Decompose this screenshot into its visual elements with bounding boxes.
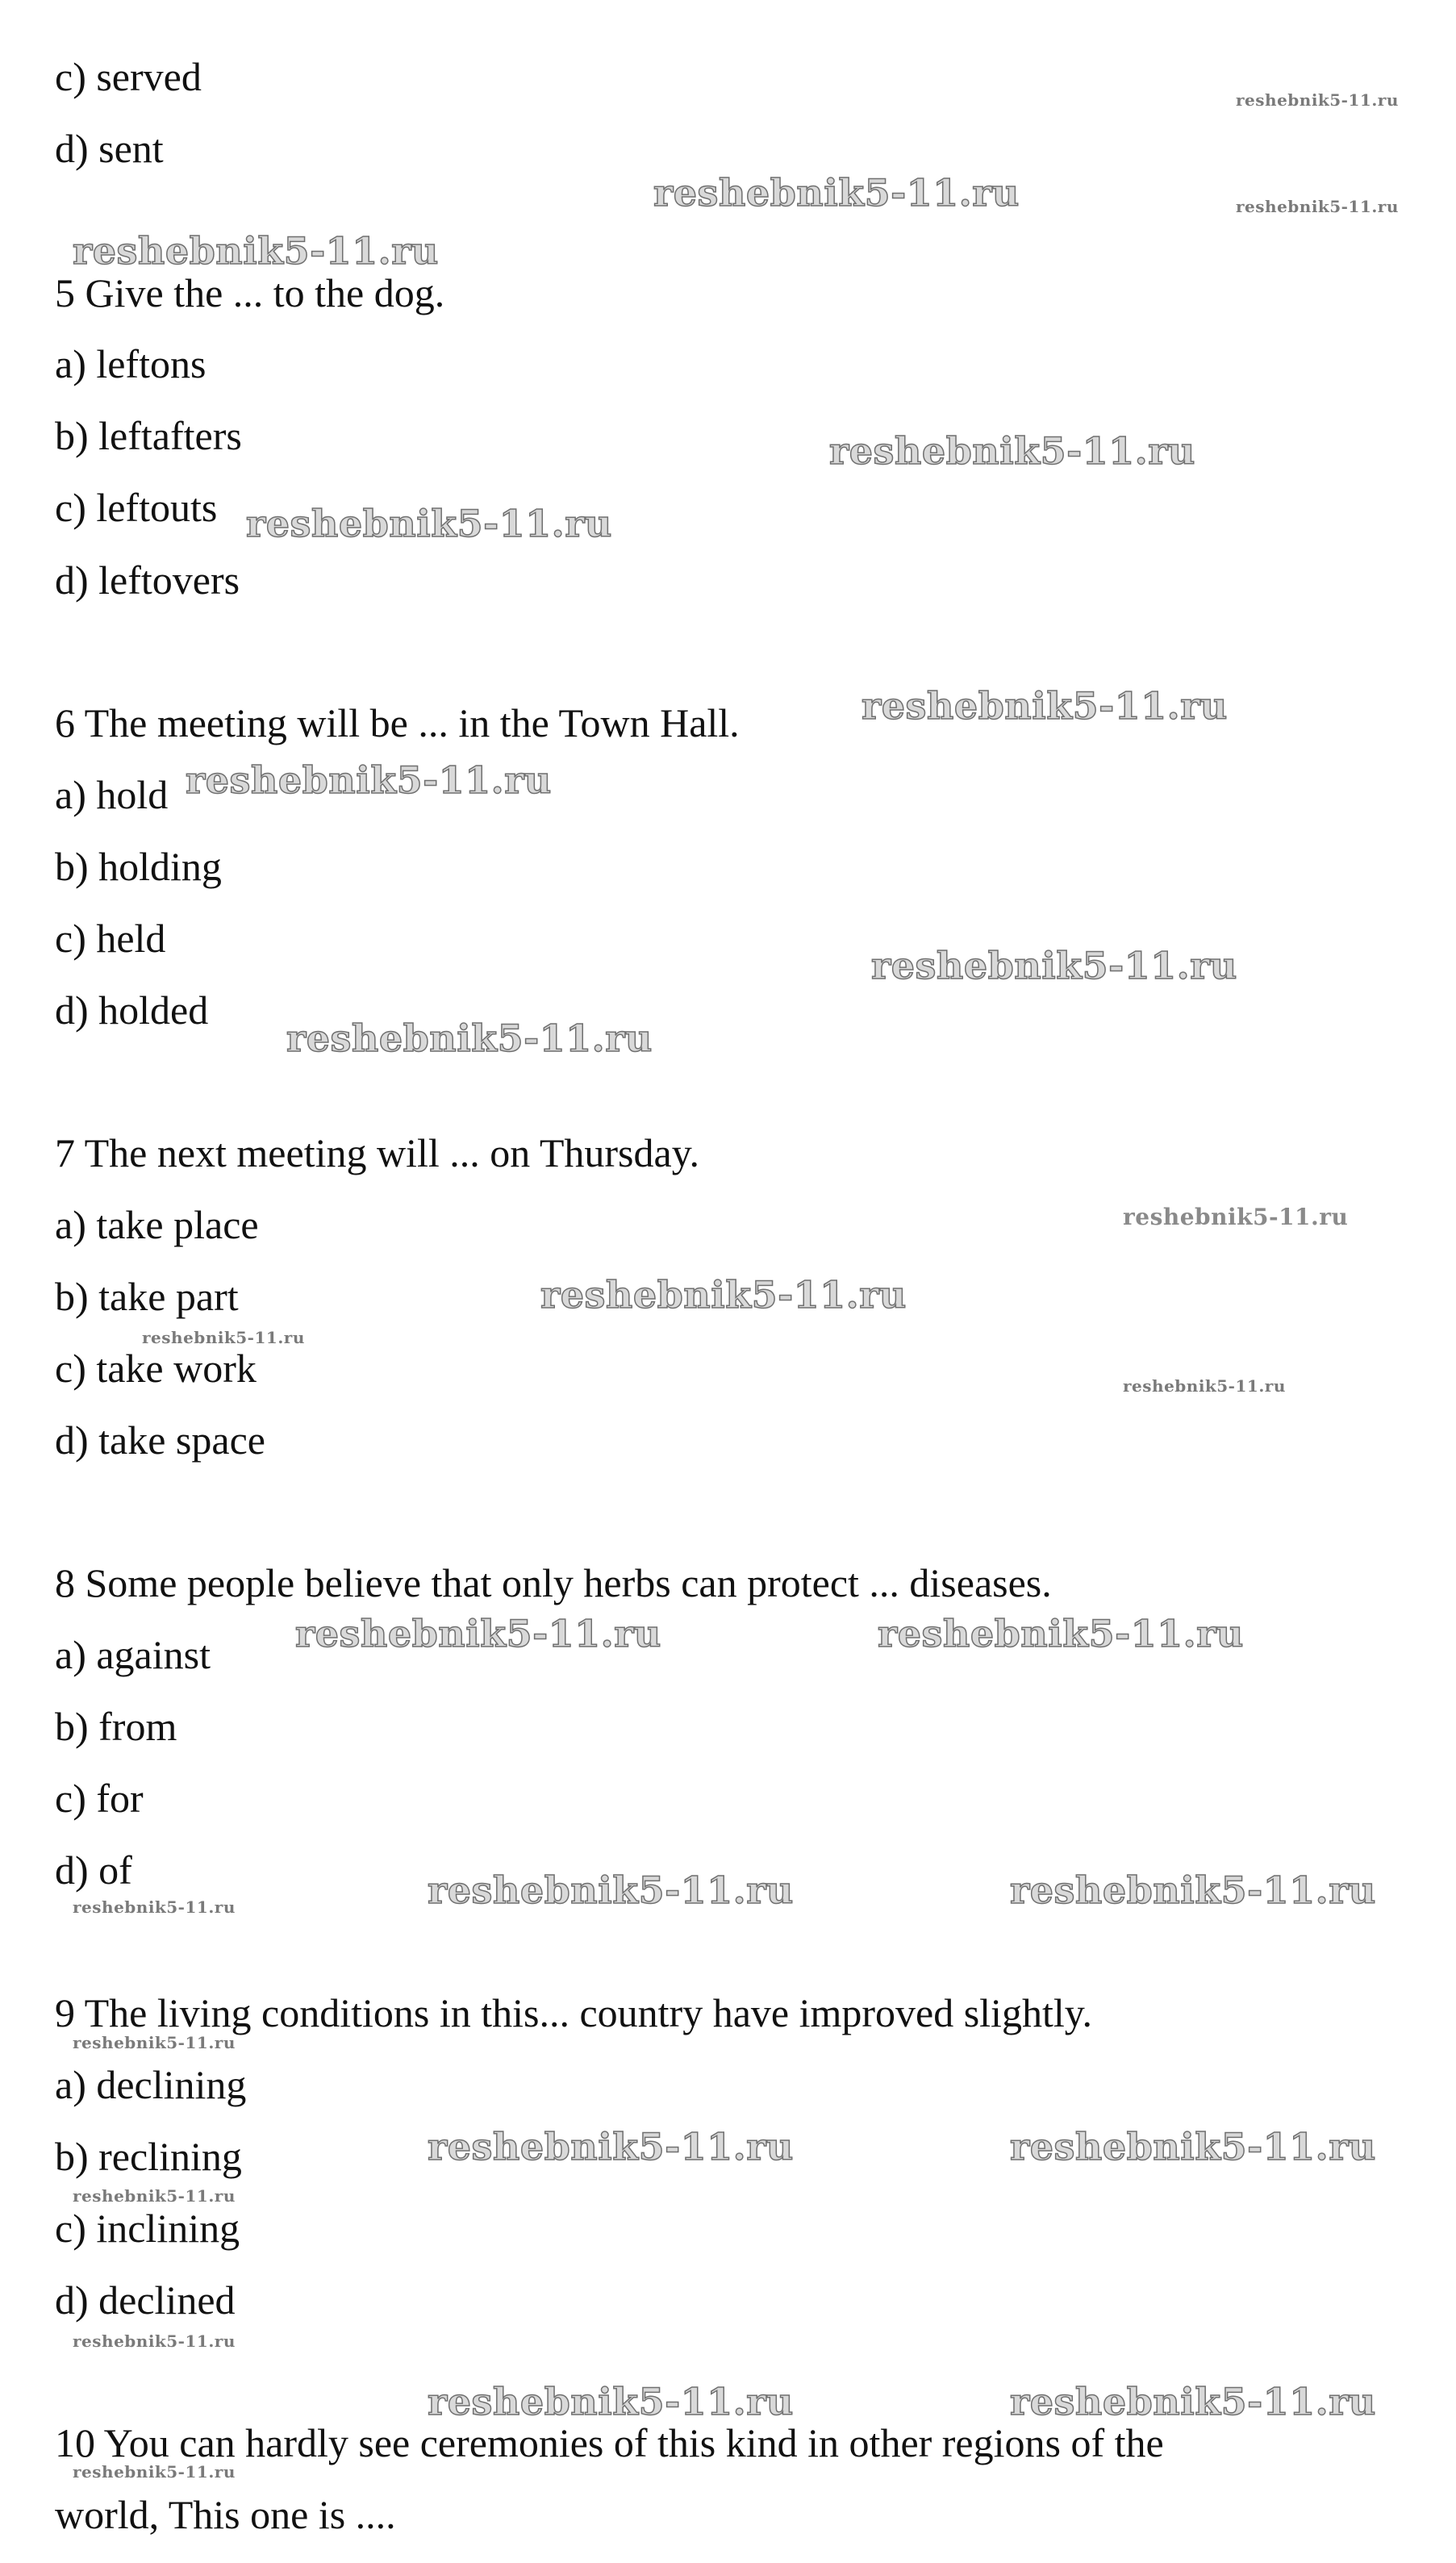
- watermark: reshebnik5-11.ru: [878, 1612, 1244, 1655]
- question-text: 9 The living conditions in this... country have improved slightly.: [55, 1990, 1092, 2035]
- watermark: reshebnik5-11.ru: [1123, 1204, 1349, 1230]
- question-text: 5 Give the ... to the dog.: [55, 270, 445, 315]
- watermark: reshebnik5-11.ru: [73, 2462, 236, 2482]
- watermark: reshebnik5-11.ru: [428, 2125, 794, 2169]
- watermark: reshebnik5-11.ru: [1236, 197, 1399, 216]
- option-text: a) leftons: [55, 341, 207, 386]
- watermark: reshebnik5-11.ru: [428, 1868, 794, 1912]
- watermark: reshebnik5-11.ru: [428, 2380, 794, 2423]
- watermark: reshebnik5-11.ru: [73, 2186, 236, 2206]
- question-text: world, This one is ....: [55, 2492, 396, 2537]
- watermark: reshebnik5-11.ru: [73, 2331, 236, 2351]
- option-text: d) of: [55, 1847, 132, 1893]
- watermark: reshebnik5-11.ru: [246, 502, 612, 545]
- option-text: b) holding: [55, 844, 222, 889]
- watermark: reshebnik5-11.ru: [862, 684, 1228, 728]
- option-text: c) inclining: [55, 2206, 240, 2251]
- option-text: d) take space: [55, 1417, 265, 1463]
- option-text: c) for: [55, 1776, 144, 1821]
- watermark: reshebnik5-11.ru: [540, 1273, 907, 1317]
- option-text: a) declining: [55, 2062, 247, 2107]
- watermark: reshebnik5-11.ru: [73, 1897, 236, 1917]
- option-text: d) declined: [55, 2277, 236, 2323]
- option-text: c) leftouts: [55, 485, 218, 530]
- question-text: 6 The meeting will be ... in the Town Hall.: [55, 700, 740, 745]
- watermark: reshebnik5-11.ru: [1123, 1376, 1286, 1396]
- watermark: reshebnik5-11.ru: [73, 229, 439, 273]
- watermark: reshebnik5-11.ru: [186, 758, 552, 802]
- option-text: a) against: [55, 1632, 211, 1677]
- watermark: reshebnik5-11.ru: [142, 1328, 305, 1347]
- watermark: reshebnik5-11.ru: [1236, 90, 1399, 110]
- option-text: b) leftafters: [55, 413, 242, 458]
- option-text: b) take part: [55, 1274, 239, 1319]
- watermark: reshebnik5-11.ru: [295, 1612, 661, 1655]
- option-text: a) take place: [55, 1202, 259, 1247]
- watermark: reshebnik5-11.ru: [871, 944, 1237, 987]
- question-text: 10 You can hardly see ceremonies of this kind in other regions of the: [55, 2420, 1164, 2465]
- watermark: reshebnik5-11.ru: [286, 1016, 653, 1060]
- watermark: reshebnik5-11.ru: [73, 2033, 236, 2052]
- option-text: d) holded: [55, 987, 209, 1033]
- watermark: reshebnik5-11.ru: [653, 171, 1020, 215]
- option-text: b) from: [55, 1704, 177, 1749]
- watermark: reshebnik5-11.ru: [1010, 2125, 1376, 2169]
- option-text: b) reclining: [55, 2134, 242, 2179]
- option-text: d) sent: [55, 126, 164, 171]
- watermark: reshebnik5-11.ru: [1010, 2380, 1376, 2423]
- option-text: c) served: [55, 54, 202, 99]
- option-text: c) held: [55, 916, 166, 961]
- watermark: reshebnik5-11.ru: [1010, 1868, 1376, 1912]
- option-text: a) hold: [55, 772, 169, 817]
- question-text: 8 Some people believe that only herbs can protect ... diseases.: [55, 1560, 1052, 1605]
- option-text: c) take work: [55, 1346, 257, 1391]
- watermark: reshebnik5-11.ru: [829, 429, 1195, 473]
- option-text: d) leftovers: [55, 557, 240, 603]
- question-text: 7 The next meeting will ... on Thursday.: [55, 1130, 699, 1175]
